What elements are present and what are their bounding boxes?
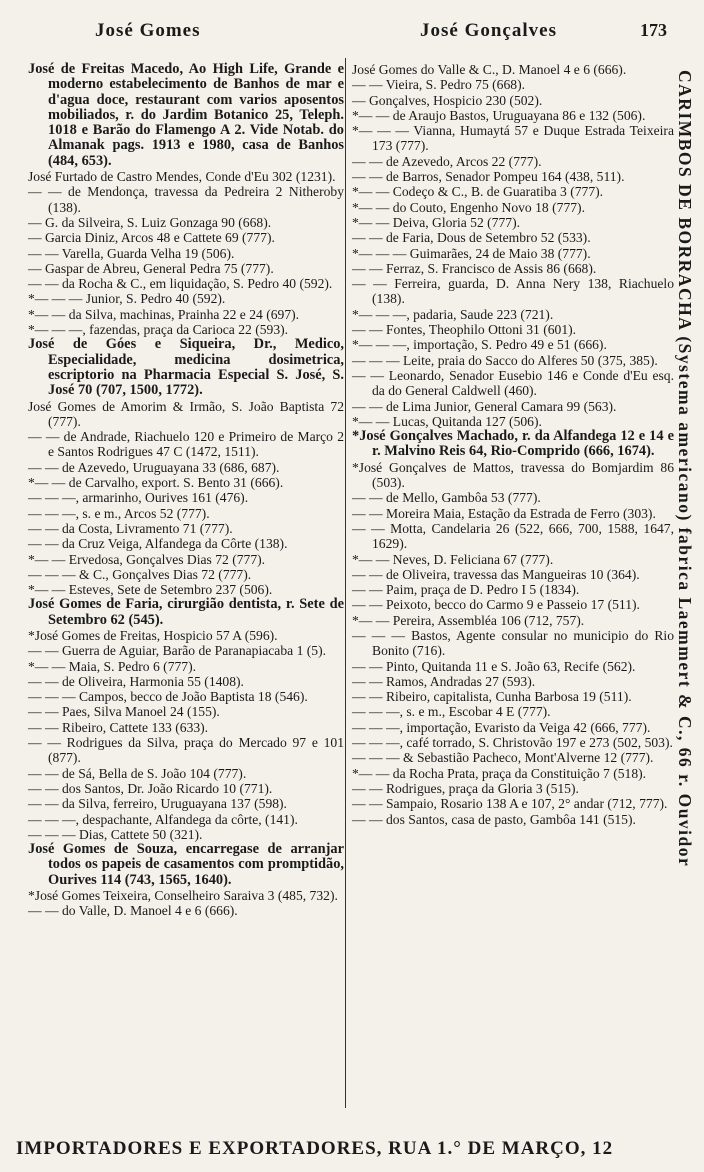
directory-entry: — — —, importação, Evaristo da Veiga 42 (666, 777). bbox=[352, 719, 651, 735]
directory-entry: — — —, s. e m., Arcos 52 (777). bbox=[28, 505, 210, 521]
directory-entry: — — de Oliveira, Harmonia 55 (1408). bbox=[28, 673, 244, 689]
left-column bbox=[28, 62, 344, 919]
directory-entry: — — de Azevedo, Uruguayana 33 (686, 687). bbox=[28, 459, 280, 475]
directory-entry: — — da Costa, Livramento 71 (777). bbox=[28, 520, 233, 536]
footer-advertisement: IMPORTADORES E EXPORTADORES, RUA 1.° DE MARÇO, 12 bbox=[16, 1138, 614, 1159]
directory-entry: — — Ferreira, guarda, D. Anna Nery 138, Riachuelo (138). bbox=[352, 276, 674, 307]
directory-entry: — — Paes, Silva Manoel 24 (155). bbox=[28, 704, 220, 720]
directory-entry: — G. da Silveira, S. Luiz Gonzaga 90 (668). bbox=[28, 214, 272, 230]
directory-entry: *José Gomes Teixeira, Conselheiro Saraiva 3 (485, 732). bbox=[28, 888, 338, 904]
directory-entry: *— — da Silva, machinas, Prainha 22 e 24 (697). bbox=[28, 306, 300, 322]
directory-entry: José de Freitas Macedo, Ao High Life, Grande e moderno estabelecimento de Banhos de mar e d'agua doce, restaurant com varios aposentos mobiliados, r. do Jardim Botanico 25, Teleph. 1018 e Barão do Flamengo A 2. Vide Notab. do Almanak pags. 1913 e 1980, casa de Banhos (484, 653). bbox=[28, 61, 344, 169]
directory-entry: — — de Sá, Bella de S. João 104 (777). bbox=[28, 765, 247, 781]
directory-entry: — — de Mendonça, travessa da Pedreira 2 Nitheroby (138). bbox=[28, 184, 344, 215]
directory-entry: — — dos Santos, casa de pasto, Gambôa 141 (515). bbox=[352, 811, 636, 827]
directory-entry: — — Paim, praça de D. Pedro I 5 (1834). bbox=[352, 582, 580, 598]
directory-entry: — — da Cruz Veiga, Alfandega da Côrte (138). bbox=[28, 536, 288, 552]
directory-entry: — — Fontes, Theophilo Ottoni 31 (601). bbox=[352, 322, 577, 338]
header-right-running-title: José Gonçalves bbox=[420, 20, 557, 41]
directory-entry: — — de Mello, Gambôa 53 (777). bbox=[352, 490, 541, 506]
directory-entry: — — —, despachante, Alfandega da côrte, (141). bbox=[28, 811, 298, 827]
directory-entry: — — —, armarinho, Ourives 161 (476). bbox=[28, 490, 249, 506]
directory-entry: — — Peixoto, becco do Carmo 9 e Passeio 17 (511). bbox=[352, 597, 640, 613]
directory-entry: — — Ferraz, S. Francisco de Assis 86 (668). bbox=[352, 260, 597, 276]
directory-entry: *— — do Couto, Engenho Novo 18 (777). bbox=[352, 199, 585, 215]
directory-entry: *— — — Guimarães, 24 de Maio 38 (777). bbox=[352, 245, 591, 261]
directory-entry: — — dos Santos, Dr. João Ricardo 10 (771). bbox=[28, 780, 273, 796]
directory-entry: *— — de Araujo Bastos, Uruguayana 86 e 132 (506). bbox=[352, 107, 646, 123]
directory-entry: *— — Pereira, Assembléa 106 (712, 757). bbox=[352, 612, 585, 628]
directory-entry: *— — Lucas, Quitanda 127 (506). bbox=[352, 413, 542, 429]
directory-entry: — — Varella, Guarda Velha 19 (506). bbox=[28, 245, 235, 261]
directory-entry: *— — Neves, D. Feliciana 67 (777). bbox=[352, 551, 554, 567]
directory-entry: — — Pinto, Quitanda 11 e S. João 63, Recife (562). bbox=[352, 658, 636, 674]
directory-entry: José Furtado de Castro Mendes, Conde d'Eu 302 (1231). bbox=[28, 169, 336, 185]
directory-entry: José de Góes e Siqueira, Dr., Medico, Especialidade, medicina dosimetrica, escriptorio na Pharmacia Especial S. José, S. José 70 (707, 1500, 1772). bbox=[28, 336, 344, 399]
directory-entry: — — Motta, Candelaria 26 (522, 666, 700, 1588, 1647, 1629). bbox=[352, 520, 674, 552]
directory-entry: *— — Ervedosa, Gonçalves Dias 72 (777). bbox=[28, 551, 266, 567]
directory-entry: *— — da Rocha Prata, praça da Constituição 7 (518). bbox=[352, 765, 647, 781]
directory-entry: *— — — Junior, S. Pedro 40 (592). bbox=[28, 291, 226, 307]
directory-entry: — — Moreira Maia, Estação da Estrada de Ferro (303). bbox=[352, 505, 656, 521]
directory-entry: *— — de Carvalho, export. S. Bento 31 (666). bbox=[28, 475, 284, 491]
side-advertisement-banner: CARIMBOS DE BORRACHA (Systema americano) fabrica Laemmert & C., 66 r. Ouvidor bbox=[675, 70, 695, 868]
directory-entry: — — da Rocha & C., em liquidação, S. Pedro 40 (592). bbox=[28, 276, 333, 292]
directory-entry: *— — —, padaria, Saude 223 (721). bbox=[352, 306, 554, 322]
directory-entry: — — — & C., Gonçalves Dias 72 (777). bbox=[28, 566, 252, 582]
column-divider bbox=[345, 58, 346, 1108]
directory-entry: *— — Esteves, Sete de Setembro 237 (506). bbox=[28, 582, 273, 598]
header-left-running-title: José Gomes bbox=[95, 20, 201, 41]
directory-entry: *— — —, importação, S. Pedro 49 e 51 (666). bbox=[352, 337, 607, 353]
directory-entry: — — de Andrade, Riachuelo 120 e Primeiro de Março 2 e Santos Rodrigues 47 C (1472, 1511). bbox=[28, 429, 344, 460]
directory-entry: — — Rodrigues, praça da Gloria 3 (515). bbox=[352, 780, 579, 796]
directory-entry: — — Guerra de Aguiar, Barão de Paranapiacaba 1 (5). bbox=[28, 643, 327, 659]
directory-entry: José Gomes de Amorim & Irmão, S. João Baptista 72 (777). bbox=[28, 398, 344, 429]
directory-entry: — — Rodrigues da Silva, praça do Mercado 97 e 101 (877). bbox=[28, 735, 344, 766]
page-number: 173 bbox=[640, 20, 667, 40]
directory-entry: — — do Valle, D. Manoel 4 e 6 (666). bbox=[28, 903, 238, 919]
directory-entry: — — Ribeiro, Cattete 133 (633). bbox=[28, 719, 209, 735]
directory-entry: — Garcia Diniz, Arcos 48 e Cattete 69 (777). bbox=[28, 230, 275, 246]
directory-entry: — Gonçalves, Hospicio 230 (502). bbox=[352, 92, 543, 108]
directory-entry: José Gomes do Valle & C., D. Manoel 4 e 6 (666). bbox=[352, 62, 627, 77]
directory-entry: — — — Dias, Cattete 50 (321). bbox=[28, 826, 203, 842]
right-column bbox=[352, 62, 674, 827]
directory-entry: — — — & Sebastião Pacheco, Mont'Alverne 12 (777). bbox=[352, 750, 654, 766]
directory-entry: — — de Faria, Dous de Setembro 52 (533). bbox=[352, 230, 591, 246]
directory-entry: José Gomes de Faria, cirurgião dentista, r. Sete de Setembro 62 (545). bbox=[28, 596, 344, 628]
directory-entry: *— — — Vianna, Humaytá 57 e Duque Estrada Teixeira 173 (777). bbox=[352, 123, 674, 154]
directory-entry: *— — Codeço & C., B. de Guaratiba 3 (777). bbox=[352, 184, 604, 200]
directory-entry: — — Leonardo, Senador Eusebio 146 e Conde d'Eu esq. da do General Caldwell (460). bbox=[352, 367, 674, 399]
directory-entry: — — Ribeiro, capitalista, Cunha Barbosa 19 (511). bbox=[352, 689, 632, 705]
directory-entry: — — de Barros, Senador Pompeu 164 (438, 511). bbox=[352, 169, 625, 185]
directory-entry: José Gomes de Souza, encarregase de arranjar todos os papeis de casamentos com promptidão, Ourives 114 (743, 1565, 1640). bbox=[28, 841, 344, 888]
directory-entry: — — — Campos, becco de João Baptista 18 (546). bbox=[28, 689, 308, 705]
page-header bbox=[0, 20, 704, 56]
directory-entry: — — de Lima Junior, General Camara 99 (563). bbox=[352, 398, 617, 414]
directory-entry: — — de Oliveira, travessa das Mangueiras 10 (364). bbox=[352, 566, 640, 582]
directory-entry: *José Gonçalves Machado, r. da Alfandega 12 e 14 e r. Malvino Reis 64, Rio-Comprido (666, 1674). bbox=[352, 428, 674, 460]
directory-entry: *— — Deiva, Gloria 52 (777). bbox=[352, 214, 520, 230]
directory-entry: — — da Silva, ferreiro, Uruguayana 137 (598). bbox=[28, 796, 287, 812]
directory-entry: — — Ramos, Andradas 27 (593). bbox=[352, 673, 536, 689]
directory-entry: — — Vieira, S. Pedro 75 (668). bbox=[352, 77, 525, 93]
directory-entry: — Gaspar de Abreu, General Pedra 75 (777). bbox=[28, 260, 274, 276]
directory-entry: — — Sampaio, Rosario 138 A e 107, 2° andar (712, 777). bbox=[352, 796, 668, 812]
directory-entry: — — —, s. e m., Escobar 4 E (777). bbox=[352, 704, 551, 720]
directory-entry: — — — Bastos, Agente consular no municipio do Rio Bonito (716). bbox=[352, 627, 674, 659]
directory-entry: — — —, café torrado, S. Christovão 197 e 273 (502, 503). bbox=[352, 735, 673, 751]
directory-entry: *— — —, fazendas, praça da Carioca 22 (593). bbox=[28, 322, 289, 338]
directory-entry: *José Gonçalves de Mattos, travessa do Bomjardim 86 (503). bbox=[352, 459, 674, 491]
directory-entry: — — de Azevedo, Arcos 22 (777). bbox=[352, 153, 542, 169]
directory-entry: *— — Maia, S. Pedro 6 (777). bbox=[28, 658, 197, 674]
directory-entry: *José Gomes de Freitas, Hospicio 57 A (596). bbox=[28, 627, 278, 643]
directory-entry: — — — Leite, praia do Sacco do Alferes 50 (375, 385). bbox=[352, 352, 658, 368]
